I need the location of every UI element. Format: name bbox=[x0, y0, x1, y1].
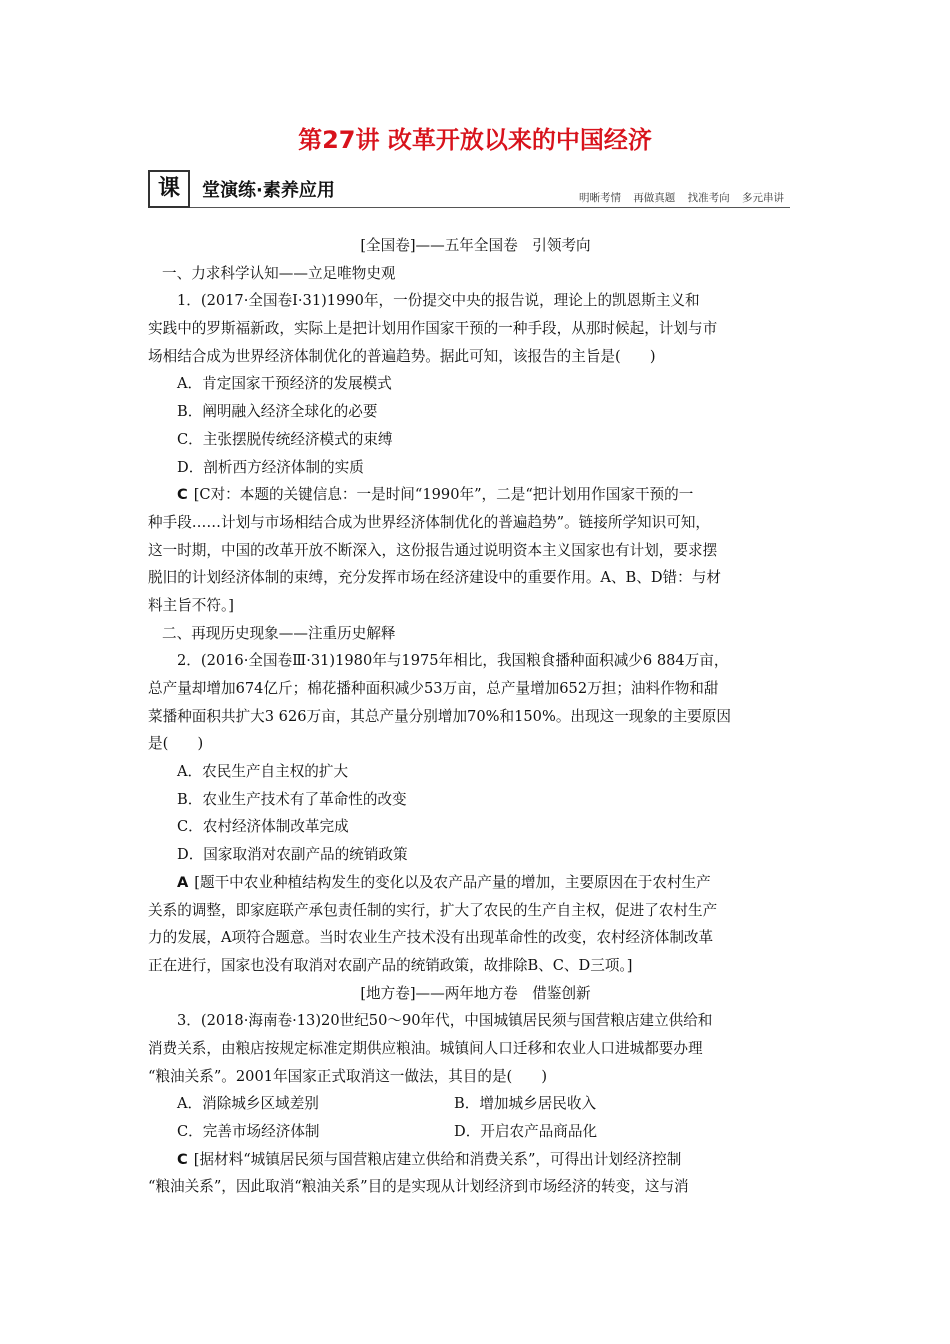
q1-stem-line: 1．(2017·全国卷Ⅰ·31)1990年，一份提交中央的报告说，理论上的凯恩斯主义和 bbox=[177, 292, 700, 310]
q2-analysis-line: 关系的调整，即家庭联产承包责任制的实行，扩大了农民的生产自主权，促进了农村生产 bbox=[148, 901, 718, 919]
question-3 bbox=[148, 1007, 803, 1201]
q3-option-a: A．消除城乡区域差别 bbox=[177, 1095, 319, 1113]
part1-heading: 一、力求科学认知——立足唯物史观 bbox=[162, 264, 396, 282]
q1-analysis-line: 料主旨不符。] bbox=[148, 596, 234, 614]
part2-heading: 二、再现历史现象——注重历史解释 bbox=[162, 624, 396, 642]
q2-analysis-line: A [题干中农业种植结构发生的变化以及农产品产量的增加，主要原因在于农村生产 bbox=[177, 873, 711, 891]
q3-option-c: C．完善市场经济体制 bbox=[177, 1123, 320, 1140]
q1-analysis-line: 脱旧的计划经济体制的束缚，充分发挥市场在经济建设中的重要作用。A、B、D错：与材 bbox=[148, 569, 721, 587]
question-2 bbox=[148, 647, 803, 979]
question-1 bbox=[148, 287, 803, 619]
q2-option-a: A．农民生产自主权的扩大 bbox=[177, 763, 349, 781]
q3-options-row bbox=[148, 1090, 803, 1118]
q1-answer: C bbox=[177, 486, 188, 504]
national-section-header: [全国卷]——五年全国卷 引领考向 bbox=[360, 237, 591, 254]
q3-analysis-line: C [据材料“城镇居民须与国营粮店建立供给和消费关系”，可得出计划经济控制 bbox=[177, 1150, 682, 1168]
q3-option-b: B．增加城乡居民收入 bbox=[454, 1095, 597, 1113]
banner-tag: 明晰考情 bbox=[578, 192, 621, 204]
q3-analysis-line: “粮油关系”，因此取消“粮油关系”目的是实现从计划经济到市场经济的转变，这与消 bbox=[148, 1178, 689, 1196]
section-banner bbox=[148, 170, 790, 212]
q1-analysis-line: 种手段……计划与市场相结合成为世界经济体制优化的普遍趋势”。链接所学知识可知， bbox=[148, 513, 711, 531]
q2-analysis-line: 力的发展，A项符合题意。当时农业生产技术没有出现革命性的改变，农村经济体制改革 bbox=[148, 929, 714, 947]
q3-option-d: D．开启农产品商品化 bbox=[454, 1123, 598, 1140]
q2-stem-line: 总产量却增加674亿斤；棉花播种面积减少53万亩，总产量增加652万担；油料作物和甜 bbox=[148, 680, 719, 697]
q2-option-d: D．国家取消对农副产品的统销政策 bbox=[177, 846, 408, 864]
q1-option-b: B．阐明融入经济全球化的必要 bbox=[177, 403, 378, 421]
q3-stem-line: 3．(2018·海南卷·13)20世纪50～90年代，中国城镇居民须与国营粮店建立供给和 bbox=[177, 1012, 713, 1030]
banner-tag: 再做真题 bbox=[633, 192, 676, 204]
section-heading: 堂演练·素养应用 bbox=[202, 180, 335, 201]
document-body bbox=[148, 232, 803, 1201]
q2-option-b: B．农业生产技术有了革命性的改变 bbox=[177, 790, 407, 808]
banner-tag: 找准考向 bbox=[687, 192, 730, 204]
section-mark: 课 bbox=[148, 170, 190, 208]
q2-stem-line: 是( ) bbox=[148, 735, 204, 753]
q2-analysis-line: 正在进行，国家也没有取消对农副产品的统销政策，故排除B、C、D三项。] bbox=[148, 956, 633, 974]
q3-answer: C bbox=[177, 1150, 188, 1168]
q1-analysis-line: 这一时期，中国的改革开放不断深入，这份报告通过说明资本主义国家也有计划，要求摆 bbox=[148, 541, 718, 559]
q1-option-d: D．剖析西方经济体制的实质 bbox=[177, 458, 364, 476]
banner-divider bbox=[190, 207, 790, 208]
local-section-header: [地方卷]——两年地方卷 借鉴创新 bbox=[360, 984, 591, 1002]
q3-options-row bbox=[148, 1118, 803, 1146]
q1-option-a: A．肯定国家干预经济的发展模式 bbox=[177, 375, 392, 393]
q2-answer: A bbox=[177, 873, 189, 891]
banner-tags bbox=[570, 190, 784, 205]
q1-analysis-line: C [C对：本题的关键信息：一是时间“1990年”，二是“把计划用作国家干预的一 bbox=[177, 486, 694, 504]
banner-tag: 多元串讲 bbox=[742, 192, 784, 204]
q2-stem-line: 2．(2016·全国卷Ⅲ·31)1980年与1975年相比，我国粮食播种面积减少6 884万亩， bbox=[177, 652, 729, 670]
q1-stem-line: 实践中的罗斯福新政，实际上是把计划用作国家干预的一种手段，从那时候起，计划与市 bbox=[148, 320, 718, 338]
q2-option-c: C．农村经济体制改革完成 bbox=[177, 818, 349, 836]
q1-option-c: C．主张摆脱传统经济模式的束缚 bbox=[177, 430, 393, 448]
q2-stem-line: 菜播种面积共扩大3 626万亩，其总产量分别增加70%和150%。出现这一现象的主要原因 bbox=[148, 707, 731, 725]
q3-stem-line: “粮油关系”。2001年国家正式取消这一做法，其目的是( ) bbox=[148, 1067, 548, 1085]
lesson-title: 第27讲 改革开放以来的中国经济 bbox=[298, 126, 652, 154]
q1-stem-line: 场相结合成为世界经济体制优化的普遍趋势。据此可知，该报告的主旨是( ) bbox=[148, 347, 656, 365]
q3-stem-line: 消费关系，由粮店按规定标准定期供应粮油。城镇间人口迁移和农业人口进城都要办理 bbox=[148, 1039, 703, 1057]
